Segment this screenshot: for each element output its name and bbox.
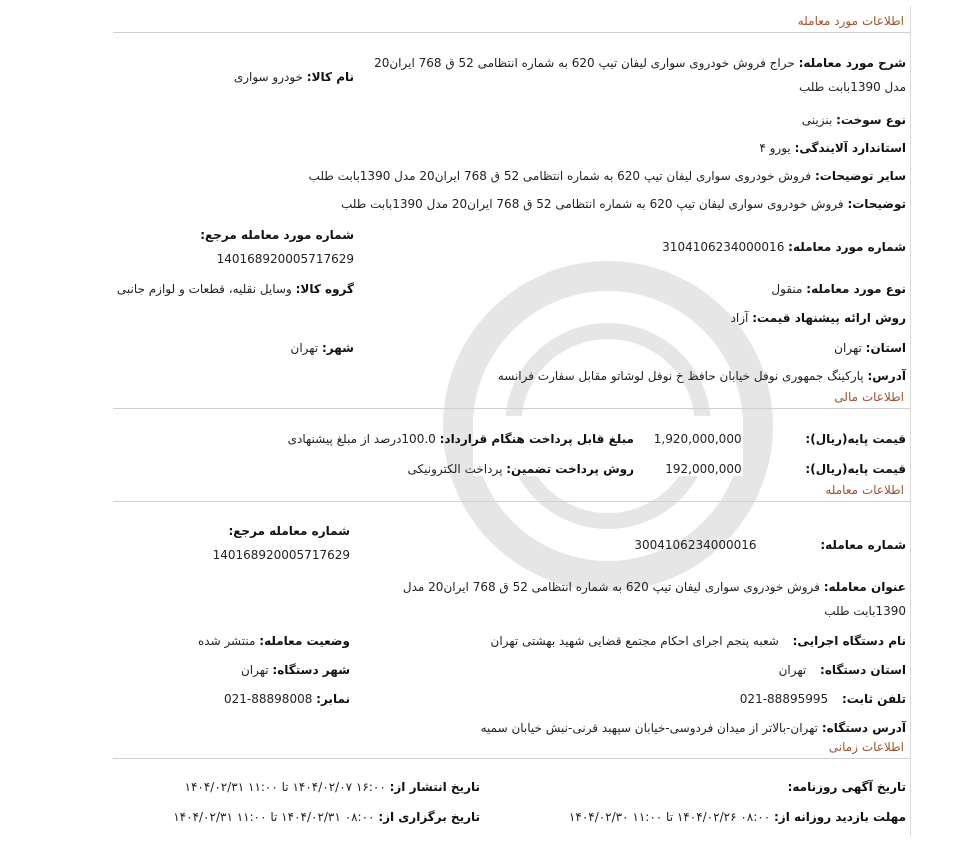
daily-visit-window [569,808,906,826]
fuel-type [802,111,906,129]
holding-date [173,808,480,826]
other-notes-label: سایر توضیحات: [815,169,906,183]
section-transaction: اطلاعات معامله [113,479,910,502]
org-province-value: تهران [778,663,807,677]
transaction-number [634,536,906,554]
goods-group [117,280,354,298]
deal-description-label: شرح مورد معامله: [798,56,906,70]
executive-org [491,632,906,650]
base-price-1-label: قیمت پایه(ریال): [805,432,906,446]
other-notes-value: فروش خودروی سواری لیفان تیپ 620 به شماره انتظامی 52 ق 768 ایران20 مدل 1390بابت طلب [308,169,812,183]
notes-value: فروش خودروی سواری لیفان تیپ 620 به شماره انتظامی 52 ق 768 ایران20 مدل 1390بابت طلب [341,197,844,211]
org-fax-label: نمابر: [316,692,350,706]
province [834,339,906,357]
emission-standard [759,139,906,157]
deal-number-value: 3104106234000016 [662,240,785,254]
notes-label: توضیحات: [847,197,906,211]
deal-number [662,238,906,256]
city [291,339,354,357]
publish-date [185,778,480,796]
org-fax-value: 88898008-021 [224,692,313,706]
org-city-value: تهران [240,663,269,677]
city-label: شهر: [322,341,354,355]
goods-group-value: وسایل نقلیه، قطعات و لوازم جانبی [116,282,292,296]
deal-number-label: شماره مورد معامله: [788,240,906,254]
province-value: تهران [834,341,862,355]
org-fax [224,690,350,708]
publish-date-label: تاریخ انتشار از: [389,780,480,794]
base-price-1-value: 1,920,000,000 [653,432,742,446]
transaction-title-label: عنوان معامله: [823,580,906,594]
goods-name [234,68,354,86]
org-phone-label: تلفن ثابت: [841,692,906,706]
executive-org-value: شعبه پنجم اجرای احکام مجتمع قضایی شهید بهشتی تهران [490,634,779,648]
goods-group-label: گروه کالا: [295,282,354,296]
guarantee-method [408,460,634,478]
section-deal-info: اطلاعات مورد معامله [113,10,910,33]
daily-visit-window-value: ۰۸:۰۰ ۱۴۰۴/۰۲/۲۶ تا ۱۱:۰۰ ۱۴۰۴/۰۲/۳۰ [568,810,771,824]
emission-standard-value: یورو ۴ [759,141,791,155]
org-address-label: آدرس دستگاه: [821,721,906,735]
base-price-2 [665,460,906,478]
goods-name-value: خودرو سواری [233,70,303,84]
fuel-type-value: بنزینی [801,113,833,127]
address [498,367,906,385]
base-price-2-value: 192,000,000 [665,462,742,476]
holding-date-label: تاریخ برگزاری از: [378,810,480,824]
deal-type [771,280,906,298]
transaction-title [403,578,906,596]
org-address [481,719,906,737]
deal-ref-number-label: شماره مورد معامله مرجع: [200,228,354,242]
payable-amount-value: 100.0درصد از مبلغ پیشنهادی [287,432,436,446]
deal-description [374,54,906,72]
base-price-2-label: قیمت پایه(ریال): [805,462,906,476]
newspaper-ad-date-label: تاریخ آگهی روزنامه: [787,780,906,794]
org-city-label: شهر دستگاه: [272,663,350,677]
deal-type-value: منقول [771,282,803,296]
guarantee-method-value: پرداخت الکترونیکی [407,462,503,476]
org-phone-value: 88895995-021 [739,692,829,706]
fuel-type-label: نوع سوخت: [836,113,906,127]
province-label: استان: [865,341,906,355]
city-value: تهران [290,341,319,355]
payable-amount [288,430,634,448]
org-city [241,661,350,679]
deal-description-value: حراج فروش خودروی سواری لیفان تیپ 620 به شماره انتظامی 52 ق 768 ایران20 [374,56,795,70]
bid-method-label: روش ارائه پیشنهاد قیمت: [752,311,906,325]
org-province-label: استان دستگاه: [820,663,906,677]
newspaper-ad-date [788,778,906,796]
transaction-number-value: 3004106234000016 [634,538,757,552]
deal-description-line2: مدل 1390بابت طلب [798,80,906,94]
publish-date-value: ۱۶:۰۰ ۱۴۰۴/۰۲/۰۷ تا ۱۱:۰۰ ۱۴۰۴/۰۲/۳۱ [184,780,386,794]
address-value: پارکینگ جمهوری نوفل خیابان حافظ خ نوفل لوشاتو مقابل سفارت فرانسه [497,369,864,383]
emission-standard-label: استاندارد آلایندگی: [794,141,906,155]
parsnamad-watermark-logo [413,236,803,616]
deal-details-panel [113,6,911,836]
notes [341,195,906,213]
section-financial: اطلاعات مالی [113,386,910,409]
daily-visit-window-label: مهلت بازدید روزانه از: [774,810,906,824]
base-price-1 [654,430,906,448]
bid-method [731,309,906,327]
payable-amount-label: مبلغ قابل پرداخت هنگام قرارداد: [439,432,634,446]
transaction-status [198,632,350,650]
guarantee-method-label: روش پرداخت تضمین: [506,462,634,476]
transaction-status-label: وضعیت معامله: [259,634,350,648]
transaction-title-value: فروش خودروی سواری لیفان تیپ 620 به شماره انتظامی 52 ق 768 ایران20 مدل [402,580,820,594]
executive-org-label: نام دستگاه اجرایی: [792,634,906,648]
org-province [779,661,906,679]
transaction-status-value: منتشر شده [197,634,256,648]
org-address-value: تهران-بالاتر از میدان فردوسی-خیابان سپهبد قرنی-نبش خیابان سمیه [480,721,819,735]
holding-date-value: ۰۸:۰۰ ۱۴۰۴/۰۲/۳۱ تا ۱۱:۰۰ ۱۴۰۴/۰۲/۳۱ [173,810,375,824]
other-notes [309,167,906,185]
goods-name-label: نام کالا: [306,70,354,84]
deal-type-label: نوع مورد معامله: [806,282,906,296]
transaction-title-line2: 1390بابت طلب [824,604,906,618]
transaction-number-label: شماره معامله: [820,538,906,552]
deal-ref-number-value: 14016892000571762‌9 [216,252,354,266]
transaction-ref-value: 14016892000571762‌9 [212,548,350,562]
bid-method-value: آزاد [730,311,749,325]
section-timing: اطلاعات زمانی [113,736,910,759]
address-label: آدرس: [867,369,906,383]
org-phone [740,690,906,708]
transaction-ref-label: شماره معامله مرجع: [228,524,350,538]
